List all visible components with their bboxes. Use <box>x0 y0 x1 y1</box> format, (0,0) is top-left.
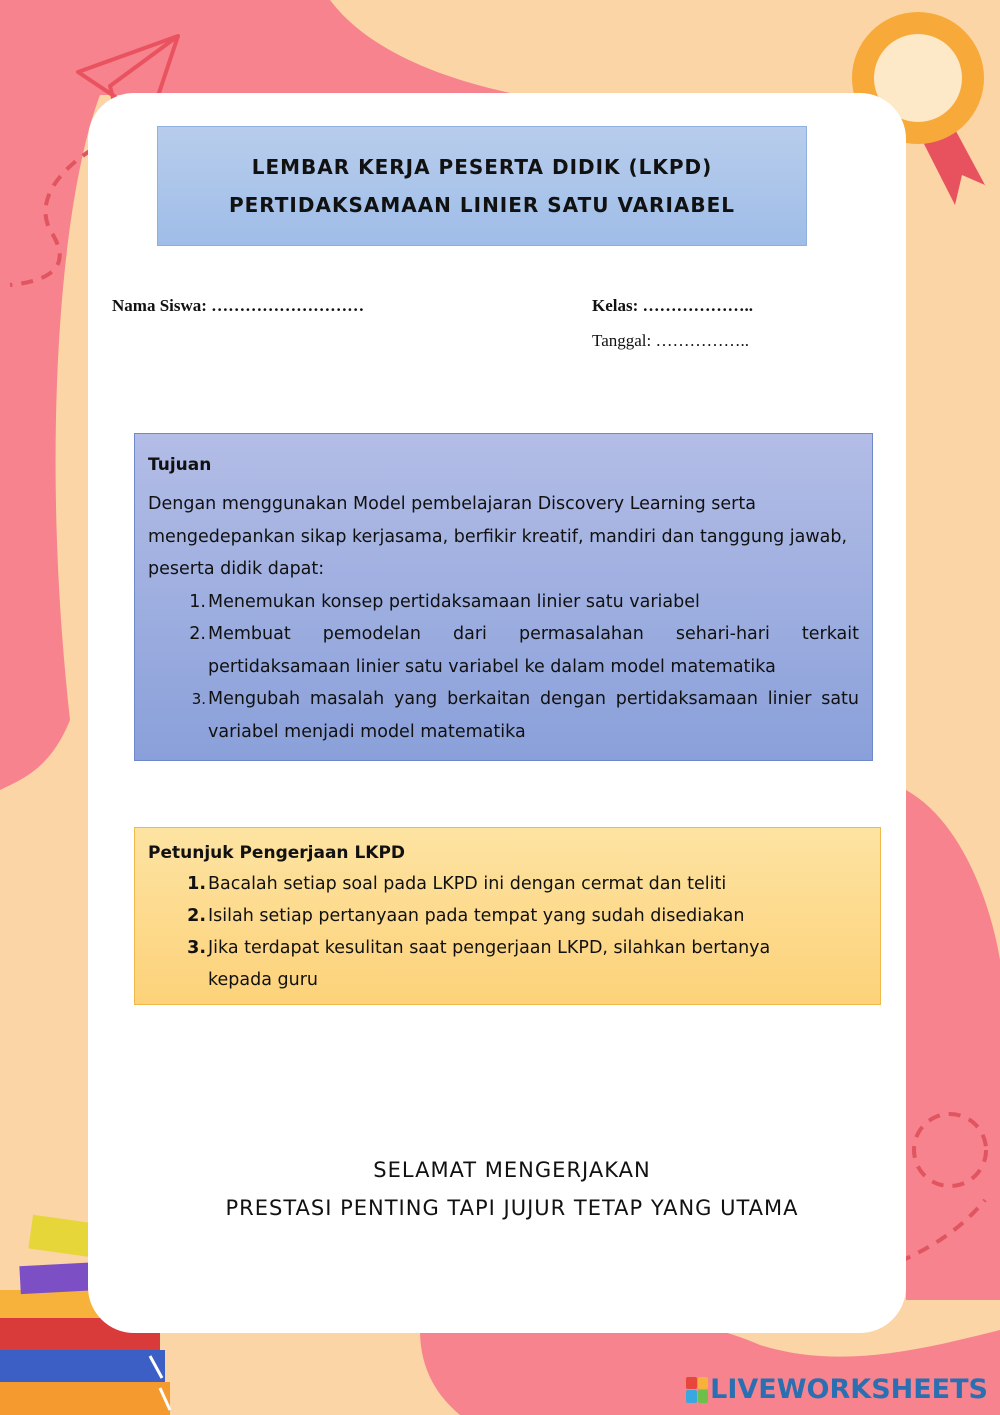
list-item-text: Isilah setiap pertanyaan pada tempat yang sudah disediakan <box>208 906 745 926</box>
list-item-text: Menemukan konsep pertidaksamaan linier satu variabel <box>208 591 700 612</box>
closing-line-2: PRESTASI PENTING TAPI JUJUR TETAP YANG UTAMA <box>225 1196 799 1220</box>
worksheet-title-box <box>157 126 807 246</box>
liveworksheets-logo-text: LIVEWORKSHEETS <box>710 1374 988 1405</box>
list-item-text: Bacalah setiap soal pada LKPD ini dengan cermat dan teliti <box>208 874 727 894</box>
instructions-title: Petunjuk Pengerjaan LKPD <box>148 843 406 863</box>
list-item <box>148 586 859 619</box>
date-field[interactable]: Tanggal: …………….. <box>592 331 749 350</box>
list-item <box>148 900 867 932</box>
objectives-box <box>134 433 873 761</box>
objectives-title: Tujuan <box>148 455 212 475</box>
list-item-text: Jika terdapat kesulitan saat pengerjaan LKPD, silahkan bertanya kepada guru <box>208 938 771 990</box>
list-item-number: 3. <box>187 938 206 958</box>
list-item-number: 3. <box>191 690 206 708</box>
list-item-number: 1. <box>187 874 206 894</box>
class-field[interactable]: Kelas: ……………….. <box>592 296 754 315</box>
list-item <box>148 932 867 996</box>
liveworksheets-logo-icon <box>686 1377 708 1403</box>
instructions-box <box>134 827 881 1005</box>
instructions-list <box>148 868 867 996</box>
worksheet-title-line-1: LEMBAR KERJA PESERTA DIDIK (LKPD) <box>251 155 713 179</box>
list-item-number: 2. <box>187 906 206 926</box>
list-item-number: 1. <box>189 591 206 612</box>
list-item-text: Mengubah masalah yang berkaitan dengan pertidaksamaan linier satu variabel menjadi model matematika <box>208 689 859 742</box>
list-item-text: Membuat pemodelan dari permasalahan sehari-hari terkait pertidaksamaan linier satu variabel ke dalam model matematika <box>208 624 859 677</box>
list-item <box>148 683 859 748</box>
student-name-field[interactable]: Nama Siswa: ……………………… <box>112 296 365 315</box>
worksheet-title-line-2: PERTIDAKSAMAAN LINIER SATU VARIABEL <box>228 193 736 217</box>
list-item <box>148 618 859 683</box>
liveworksheets-logo[interactable] <box>686 1374 988 1405</box>
list-item-number: 2. <box>189 624 206 644</box>
objectives-list <box>148 586 859 749</box>
closing-line-1: SELAMAT MENGERJAKAN <box>373 1158 651 1182</box>
objectives-intro: Dengan menggunakan Model pembelajaran Discovery Learning serta mengedepankan sikap kerjasama, berfikir kreatif, mandiri dan tanggung jawab, peserta didik dapat: <box>148 494 848 579</box>
list-item <box>148 868 867 900</box>
